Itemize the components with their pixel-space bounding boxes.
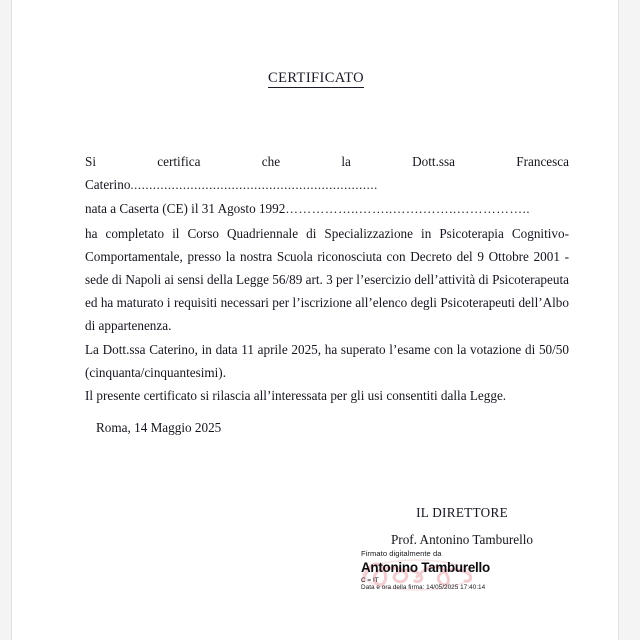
digital-signature-stamp xyxy=(361,549,517,592)
certify-line-1 xyxy=(85,150,573,197)
dot-leader-1: .................................................................. xyxy=(130,178,378,193)
certify-line-1-text: Si certifica che la Dott.ssa Francesca Caterino xyxy=(85,154,573,193)
signature-role: IL DIRETTORE xyxy=(416,505,508,520)
paragraph-exam-result: La Dott.ssa Caterino, in data 11 aprile 2025, ha superato l’esame con la votazione di 50/50 (cinquanta/cinquantesimi). xyxy=(85,341,569,380)
stamp-timestamp: Data e ora della firma: 14/05/2025 17:40:14 xyxy=(361,584,486,592)
stamp-country: C = IT xyxy=(361,577,379,584)
stamp-signer-name: Antonino Tamburello xyxy=(361,560,490,575)
document-body xyxy=(85,150,573,407)
place-and-date: Roma, 14 Maggio 2025 xyxy=(96,420,222,435)
paragraph-qualification: ha completato il Corso Quadriennale di Specializzazione in Psicoterapia Cognitivo-Comportamentale, presso la nostra Scuola riconosciuta con Decreto del 9 Ottobre 2001 - sede di Napoli ai sensi della Legge 56/89 art. 3 per l’esercizio dell’attività di Psicoterapeuta ed ha maturato i requisiti necessari per l’iscrizione all’elenco degli Psicoterapeuti dell’Albo di appartenenza. xyxy=(85,225,569,334)
stamp-label: Firmato digitalmente da xyxy=(361,549,442,558)
certify-line-2-text: nata a Caserta (CE) il 31 Agosto 1992 xyxy=(85,201,286,217)
dot-leader-2: ……………..……..…….……..…………….. xyxy=(285,202,531,217)
document-page xyxy=(11,0,619,640)
certify-line-2 xyxy=(85,197,569,221)
page-title xyxy=(12,70,620,87)
paragraph-purpose: Il presente certificato si rilascia all’interessata per gli usi consentiti dalla Legge. xyxy=(85,388,507,404)
page-title-text: CERTIFICATO xyxy=(268,70,364,86)
signature-block xyxy=(342,505,582,548)
signature-name: Prof. Antonino Tamburello xyxy=(390,532,534,547)
